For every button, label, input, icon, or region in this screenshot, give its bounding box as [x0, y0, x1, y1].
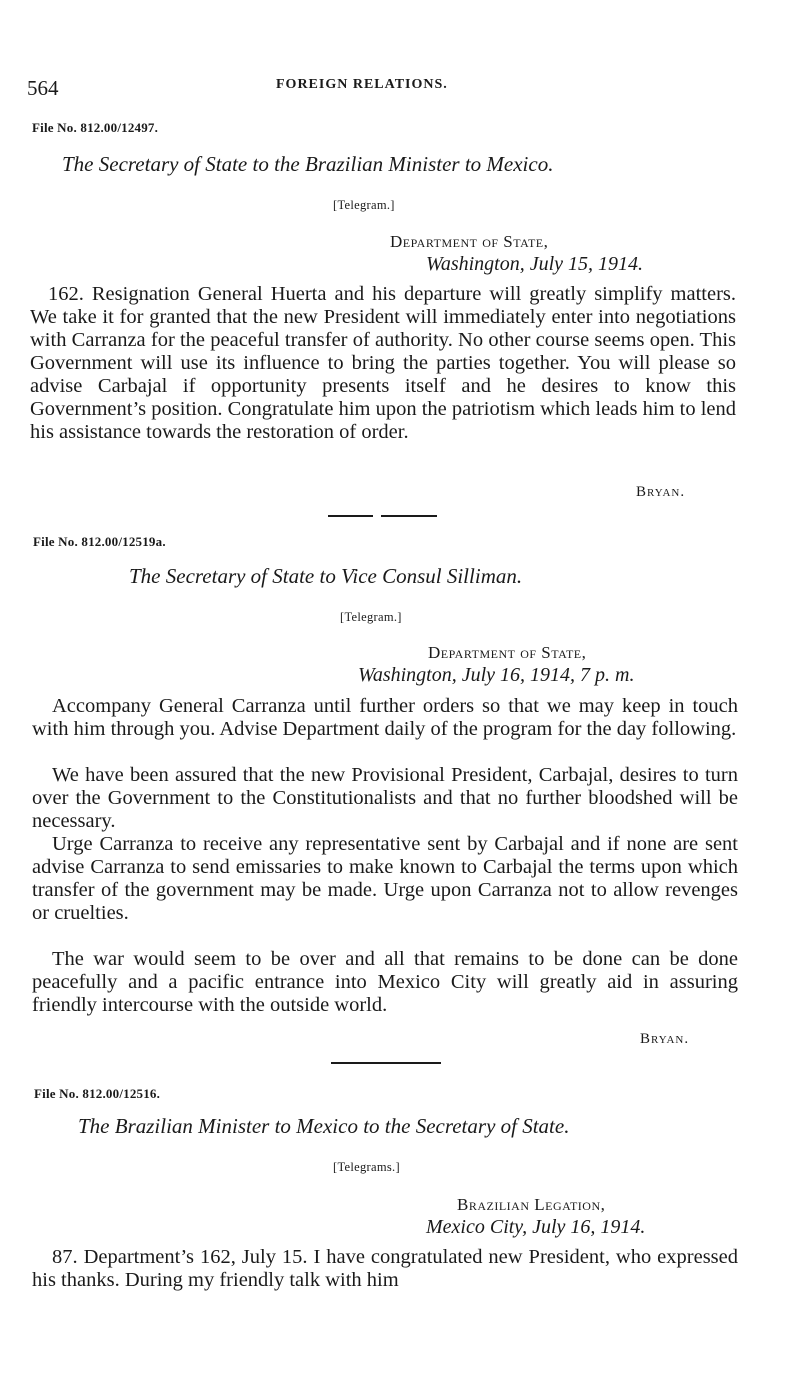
body-paragraph: We have been assured that the new Provisional President, Carbajal, desires to turn over the Government to the Constitutionalists and that no further bloodshed will be necessary. — [32, 764, 738, 832]
file-number: File No. 812.00/12497. — [32, 120, 159, 135]
sender-place: Brazilian Legation, — [457, 1195, 606, 1214]
document-heading: The Brazilian Minister to Mexico to the Secretary of State. — [78, 1114, 570, 1138]
body-paragraph: Urge Carranza to receive any representative sent by Carbajal and if none are sent advise Carranza to send emissaries to make known to Carbajal the terms upon which transfer of the government may be made. Urge upon Carranza not to allow revenges or cruelties. — [32, 833, 738, 924]
dateline: Washington, July 16, 1914, 7 p. m. — [358, 664, 635, 686]
body-paragraph: Accompany General Carranza until further orders so that we may keep in touch with him through you. Advise Department daily of the program for the day following. — [32, 695, 738, 740]
document-heading: The Secretary of State to Vice Consul Silliman. — [129, 564, 523, 588]
page-number: 564 — [27, 76, 59, 100]
running-title: FOREIGN RELATIONS. — [276, 77, 448, 92]
separator-rule — [331, 1062, 441, 1064]
signature: Bryan. — [636, 484, 686, 500]
telegram-label: [Telegram.] — [333, 198, 395, 212]
file-number: File No. 812.00/12516. — [34, 1086, 161, 1101]
sender-place: Department of State, — [390, 232, 549, 251]
sender-place: Department of State, — [428, 643, 587, 662]
body-paragraph: 87. Department’s 162, July 15. I have congratulated new President, who expressed his thanks. During my friendly talk with him — [32, 1246, 738, 1291]
body-paragraph: The war would seem to be over and all that remains to be done can be done peacefully and a pacific entrance into Mexico City will greatly aid in assuring friendly intercourse with the outside world. — [32, 948, 738, 1016]
document-heading: The Secretary of State to the Brazilian Minister to Mexico. — [62, 152, 554, 176]
separator-rule — [381, 515, 437, 517]
dateline: Mexico City, July 16, 1914. — [426, 1216, 646, 1238]
telegram-label: [Telegrams.] — [333, 1160, 400, 1174]
signature: Bryan. — [640, 1031, 690, 1047]
body-paragraph: 162. Resignation General Huerta and his departure will greatly simplify matters. We take it for granted that the new President will immediately enter into negotiations with Carranza for the peaceful transfer of authority. No other course seems open. This Government will use its influence to bring the parties together. You will please so advise Carbajal if opportunity presents itself and he desires to know this Government’s position. Congratulate him upon the patriotism which leads him to lend his assistance towards the restoration of order. — [30, 283, 737, 443]
separator-rule — [328, 515, 373, 517]
telegram-label: [Telegram.] — [340, 610, 402, 624]
file-number: File No. 812.00/12519a. — [33, 534, 166, 549]
dateline: Washington, July 15, 1914. — [426, 253, 644, 275]
